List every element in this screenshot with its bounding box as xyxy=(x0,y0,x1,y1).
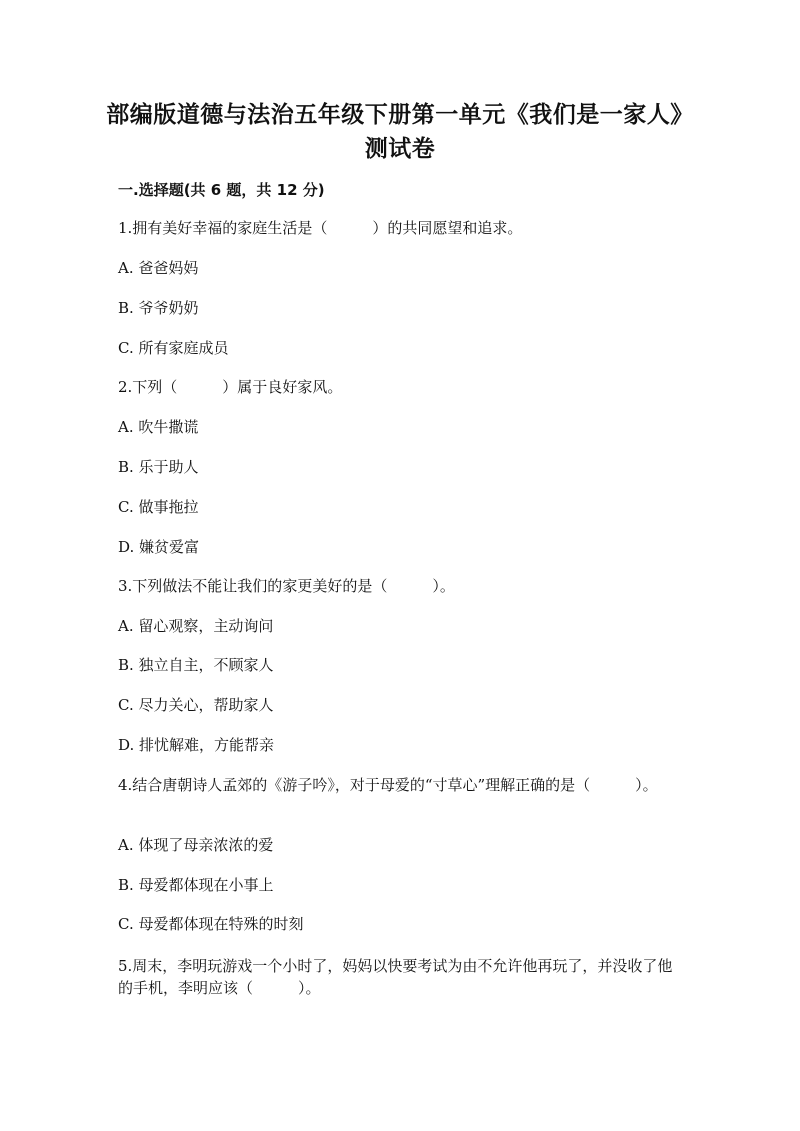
question-4-stem: 4.结合唐朝诗人孟郊的《游子吟》，对于母爱的“寸草心”理解正确的是（ ）。 xyxy=(118,776,658,794)
question-3-option-a: A. 留心观察，主动询问 xyxy=(118,617,274,635)
question-4-option-c: C. 母爱都体现在特殊的时刻 xyxy=(118,915,304,933)
question-4-option-a: A. 体现了母亲浓浓的爱 xyxy=(118,836,274,854)
question-2-option-c: C. 做事拖拉 xyxy=(118,498,199,516)
question-2-option-d: D. 嫌贫爱富 xyxy=(118,538,200,556)
question-2-stem: 2.下列（ ）属于良好家风。 xyxy=(118,378,343,396)
question-3-option-d: D. 排忧解难，方能帮亲 xyxy=(118,736,275,754)
section-heading: 一.选择题(共 6 题，共 12 分) xyxy=(118,181,325,199)
question-3-stem: 3.下列做法不能让我们的家更美好的是（ ）。 xyxy=(118,577,455,595)
question-3-option-b: B. 独立自主，不顾家人 xyxy=(118,656,274,674)
question-2-option-a: A. 吹牛撒谎 xyxy=(118,418,199,436)
page-title: 部编版道德与法治五年级下册第一单元《我们是一家人》测试卷 xyxy=(106,102,694,162)
question-5-stem: 5.周末，李明玩游戏一个小时了，妈妈以快要考试为由不允许他再玩了，并没收了他的手机，李明应该（ ）。 xyxy=(118,957,673,997)
question-2-option-b: B. 乐于助人 xyxy=(118,458,199,476)
question-1-stem: 1.拥有美好幸福的家庭生活是（ ）的共同愿望和追求。 xyxy=(118,219,523,237)
question-1-option-c: C. 所有家庭成员 xyxy=(118,339,229,357)
question-1-option-b: B. 爷爷奶奶 xyxy=(118,299,199,317)
question-3-option-c: C. 尽力关心，帮助家人 xyxy=(118,696,274,714)
question-4-option-b: B. 母爱都体现在小事上 xyxy=(118,876,274,894)
question-1-option-a: A. 爸爸妈妈 xyxy=(118,259,199,277)
